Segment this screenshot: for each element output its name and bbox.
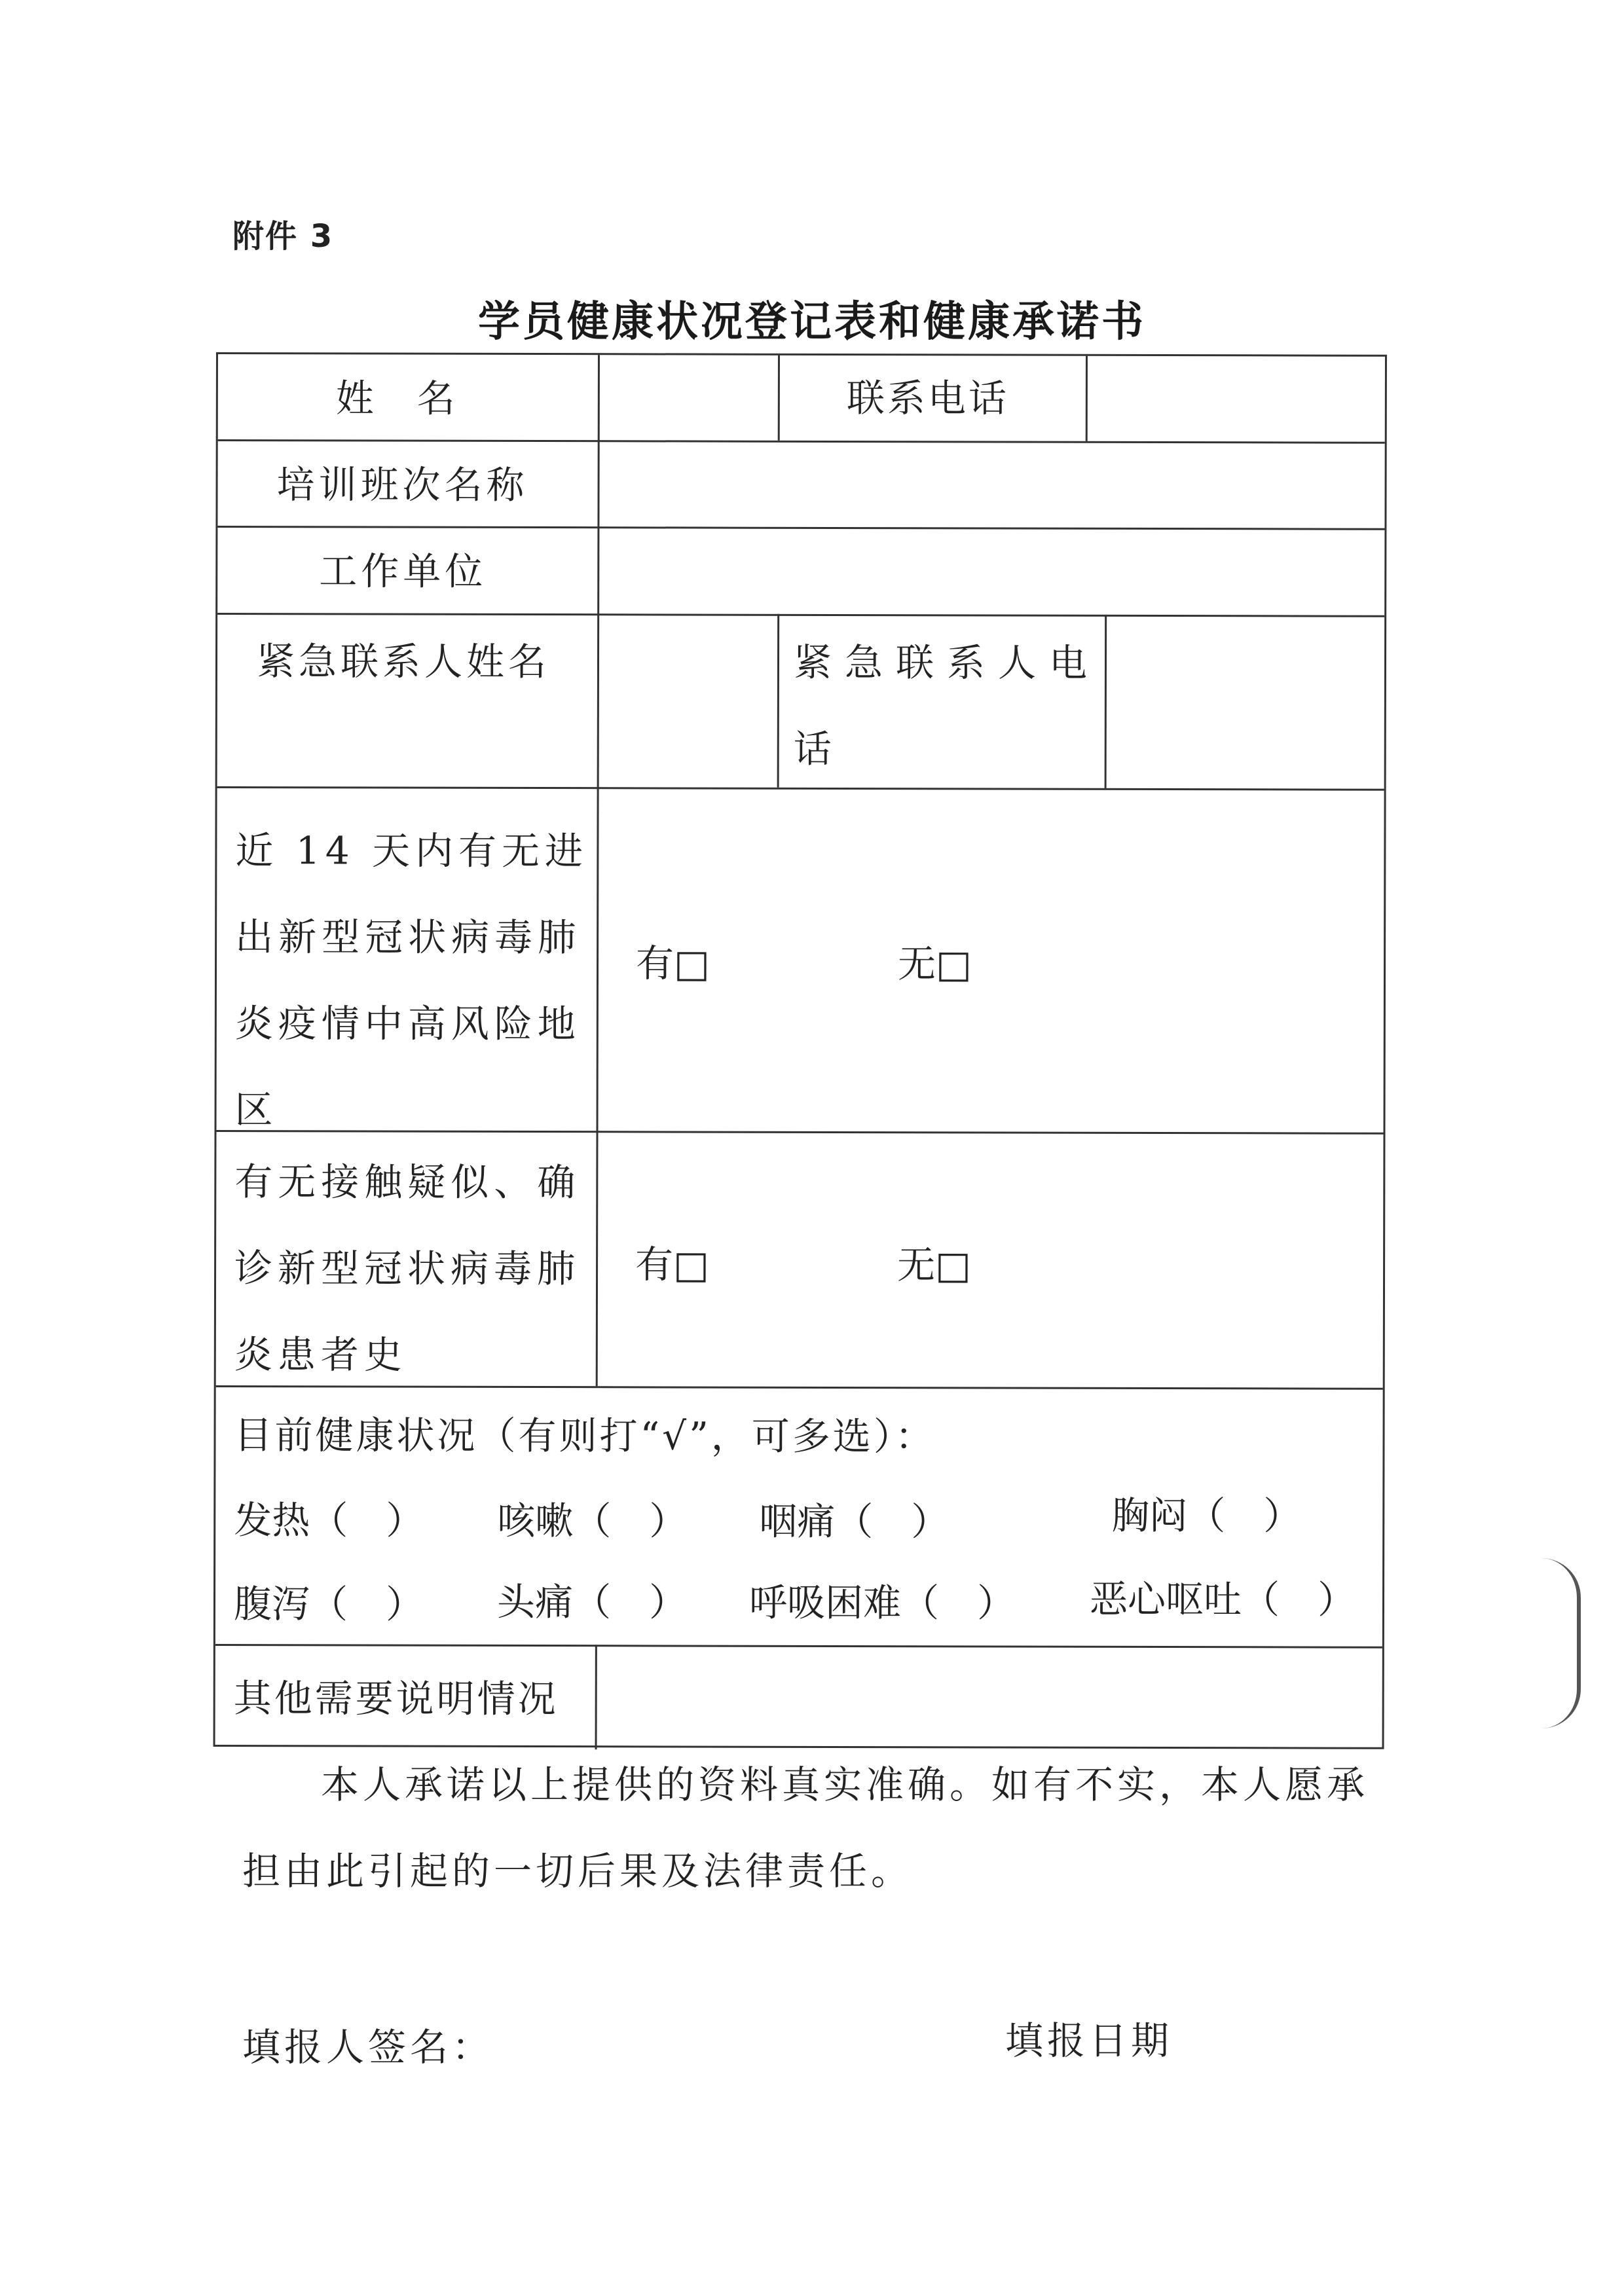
unit-label: 工作单位 xyxy=(319,549,487,594)
class-label: 培训班次名称 xyxy=(276,462,528,507)
attachment-label: 附件 3 xyxy=(232,218,334,255)
contact-yes-checkbox[interactable]: 有□ xyxy=(635,1242,709,1287)
emergency-phone-label: 紧急联系人电 xyxy=(793,640,1101,685)
risk-question: 近 14 天内有无进 出新型冠状病毒肺 炎疫情中高风险地 区 xyxy=(234,828,589,1133)
binding-mark xyxy=(1538,1558,1581,1728)
signature-label: 填报人签名： xyxy=(242,2025,494,2069)
page-title: 学员健康状况登记表和健康承诺书 xyxy=(478,298,1146,346)
risk-yes-checkbox[interactable]: 有□ xyxy=(635,941,710,986)
emergency-phone-field[interactable] xyxy=(1121,644,1370,684)
symptom-sore-throat[interactable]: 咽痛（ ） xyxy=(759,1499,950,1544)
emergency-name-label: 紧急联系人姓名 xyxy=(256,639,551,685)
contact-question: 有无接触疑似、确 诊新型冠状病毒肺 炎患者史 xyxy=(234,1159,581,1377)
symptom-cough[interactable]: 咳嗽（ ） xyxy=(497,1498,688,1544)
risk-no-checkbox[interactable]: 无□ xyxy=(897,941,972,987)
phone-field[interactable] xyxy=(1102,381,1364,421)
phone-label: 联系电话 xyxy=(846,376,1009,421)
class-field[interactable] xyxy=(618,466,1364,507)
emergency-phone-label-cont: 话 xyxy=(793,726,832,771)
date-label: 填报日期 xyxy=(1005,2018,1173,2063)
unit-field[interactable] xyxy=(617,553,1363,593)
symptom-nausea-vomiting[interactable]: 恶心呕吐（ ） xyxy=(1089,1576,1356,1622)
contact-no-checkbox[interactable]: 无□ xyxy=(897,1243,971,1288)
name-label: 姓 名 xyxy=(335,376,458,421)
symptom-diarrhea[interactable]: 腹泻（ ） xyxy=(233,1582,424,1627)
symptom-headache[interactable]: 头痛（ ） xyxy=(496,1579,688,1625)
health-form-table xyxy=(213,352,1387,1749)
symptom-breathing-difficulty[interactable]: 呼吸困难（ ） xyxy=(748,1580,1016,1626)
other-info-label: 其他需要说明情况 xyxy=(233,1676,559,1722)
symptom-chest-tightness[interactable]: 胸闷（ ） xyxy=(1111,1493,1302,1539)
health-status-header: 目前健康状况（有则打“√”，可多选）： xyxy=(234,1413,936,1459)
other-info-field[interactable] xyxy=(615,1671,1361,1731)
symptom-fever[interactable]: 发热（ ） xyxy=(234,1498,424,1543)
promise-statement: 本人承诺以上提供的资料真实准确。如有不实，本人愿承担由此引起的一切后果及法律责任。 xyxy=(242,1762,1369,1893)
